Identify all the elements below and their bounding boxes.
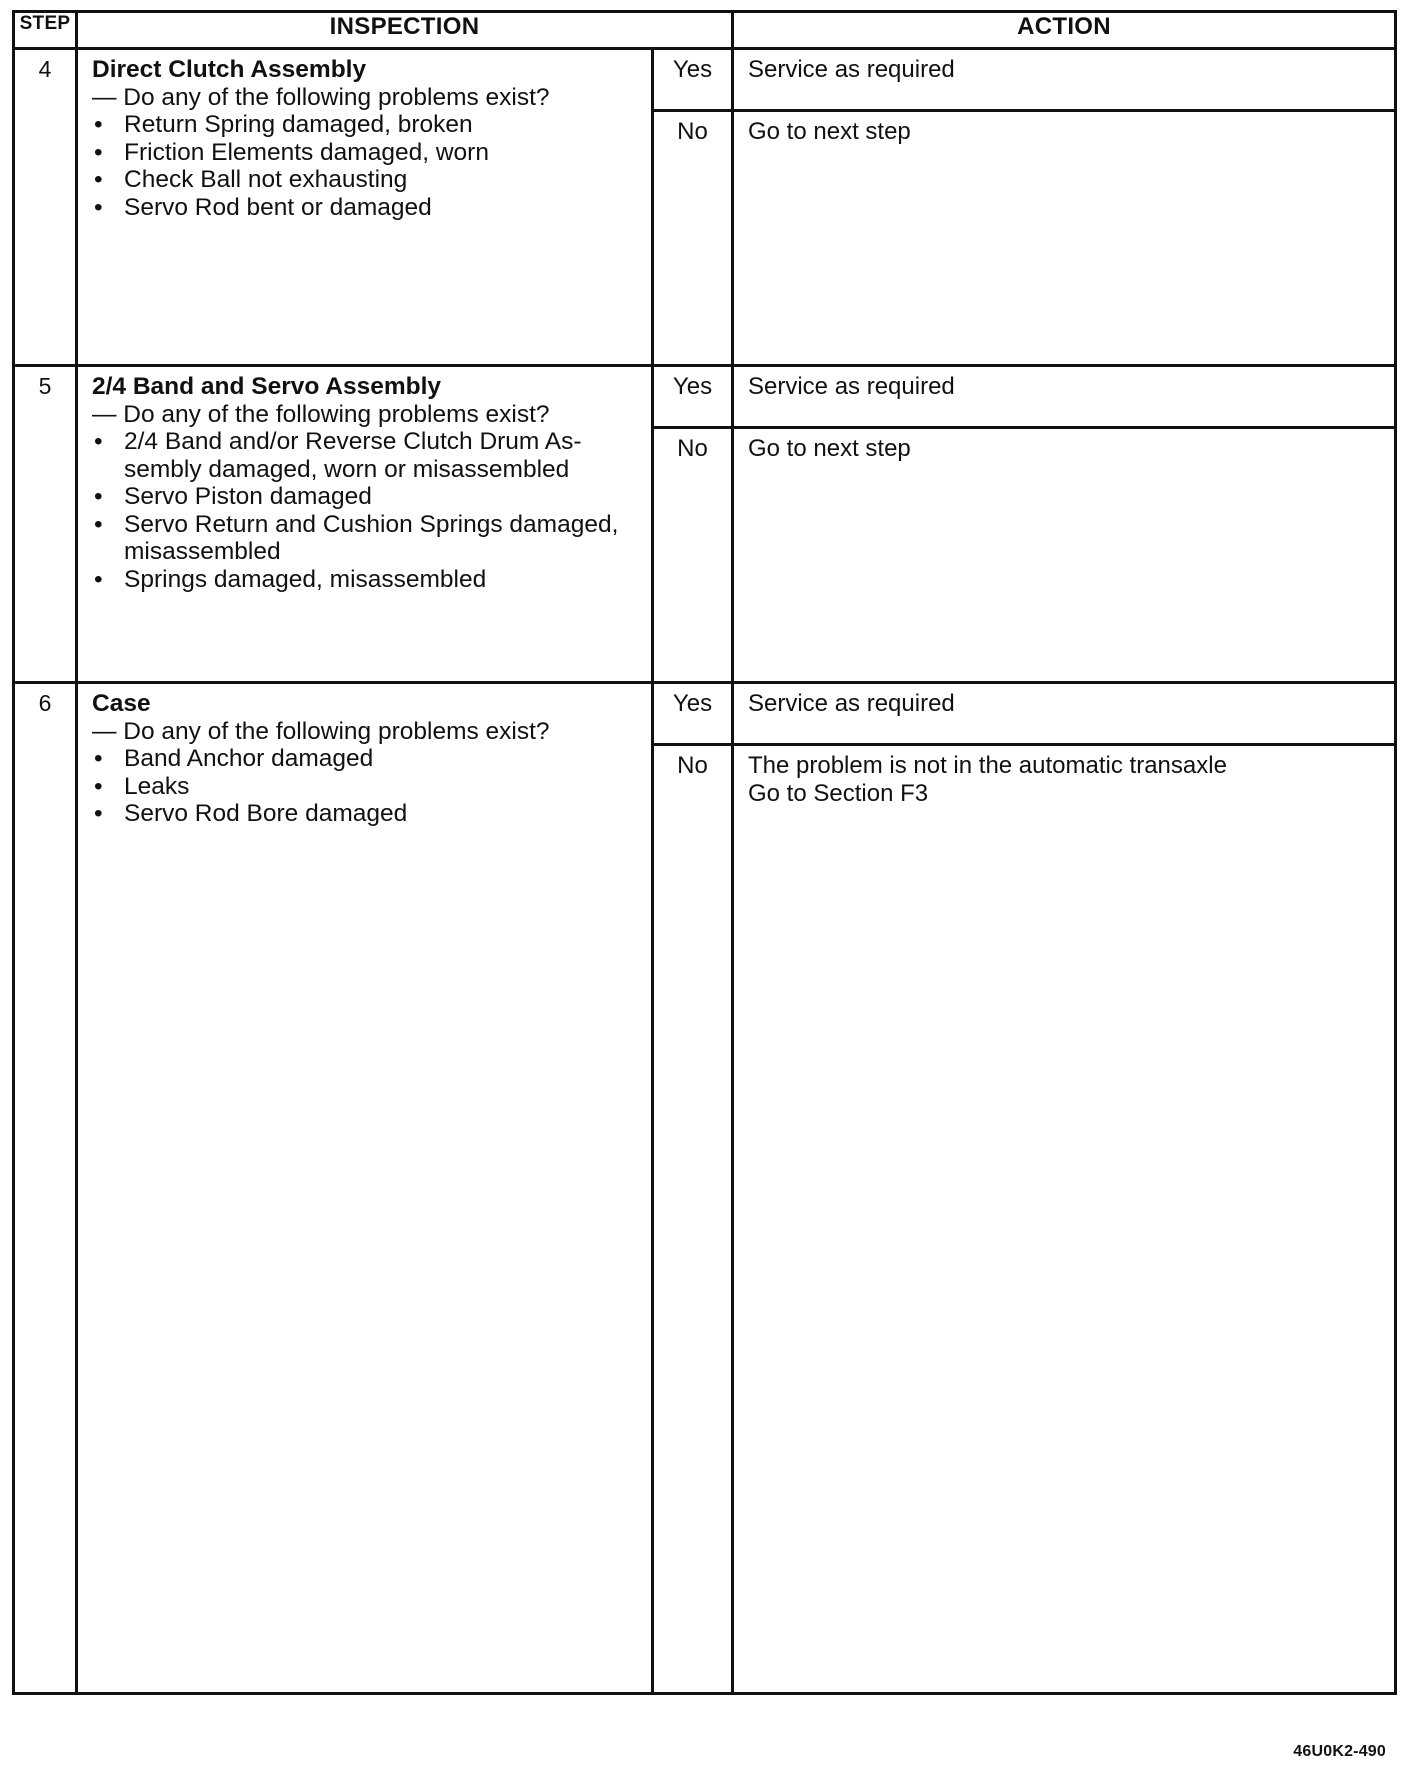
- step-6-yes-row: [14, 683, 1396, 745]
- yes-action: Service as required: [733, 366, 1396, 428]
- list-item: • Servo Return and Cushion Springs damaged, misassembled: [92, 511, 641, 566]
- list-item: • Leaks: [92, 773, 641, 801]
- no-label: No: [653, 428, 733, 683]
- step-number: 6: [14, 683, 77, 1694]
- inspection-title: 2/4 Band and Servo Assembly: [92, 373, 442, 400]
- problem-list: [92, 111, 641, 221]
- inspection-question: — Do any of the following problems exist?: [92, 717, 550, 745]
- no-action-line: Go to next step: [748, 435, 911, 462]
- inspection-table: [12, 10, 1397, 1695]
- inspection-cell: [77, 366, 653, 683]
- list-item: • Check Ball not exhausting: [92, 166, 641, 194]
- no-action: [733, 745, 1396, 1694]
- inspection-column-header: INSPECTION: [77, 12, 733, 49]
- inspection-question: — Do any of the following problems exist?: [92, 400, 550, 428]
- step-number: 5: [14, 366, 77, 683]
- list-item: • Band Anchor damaged: [92, 745, 641, 773]
- yes-label: Yes: [653, 49, 733, 111]
- inspection-title: Direct Clutch Assembly: [92, 56, 367, 83]
- inspection-cell: [77, 683, 653, 1694]
- list-item: • Servo Piston damaged: [92, 483, 641, 511]
- problem-list: [92, 745, 641, 828]
- list-item: • Friction Elements damaged, worn: [92, 139, 641, 167]
- yes-action: Service as required: [733, 683, 1396, 745]
- step-column-header: STEP: [14, 12, 77, 49]
- inspection-cell: [77, 49, 653, 366]
- list-item: • Servo Rod Bore damaged: [92, 800, 641, 828]
- list-item: • Return Spring damaged, broken: [92, 111, 641, 139]
- no-action-line: Go to Section F3: [748, 780, 929, 807]
- inspection-title: Case: [92, 690, 151, 717]
- table-header-row: [14, 12, 1396, 49]
- no-action: [733, 428, 1396, 683]
- inspection-question: — Do any of the following problems exist?: [92, 83, 550, 111]
- no-label: No: [653, 745, 733, 1694]
- no-label: No: [653, 111, 733, 366]
- no-action: [733, 111, 1396, 366]
- step-5-yes-row: [14, 366, 1396, 428]
- step-number: 4: [14, 49, 77, 366]
- yes-label: Yes: [653, 683, 733, 745]
- list-item: • Springs damaged, misassembled: [92, 566, 641, 594]
- list-item: • 2/4 Band and/or Reverse Clutch Drum As-sembly damaged, worn or misassembled: [92, 428, 641, 483]
- yes-label: Yes: [653, 366, 733, 428]
- no-action-line: The problem is not in the automatic transaxle: [748, 752, 1227, 779]
- yes-action: Service as required: [733, 49, 1396, 111]
- problem-list: [92, 428, 641, 593]
- figure-reference: 46U0K2-490: [1293, 1743, 1386, 1760]
- action-column-header: ACTION: [733, 12, 1396, 49]
- list-item: • Servo Rod bent or damaged: [92, 194, 641, 222]
- step-4-yes-row: [14, 49, 1396, 111]
- no-action-line: Go to next step: [748, 118, 911, 145]
